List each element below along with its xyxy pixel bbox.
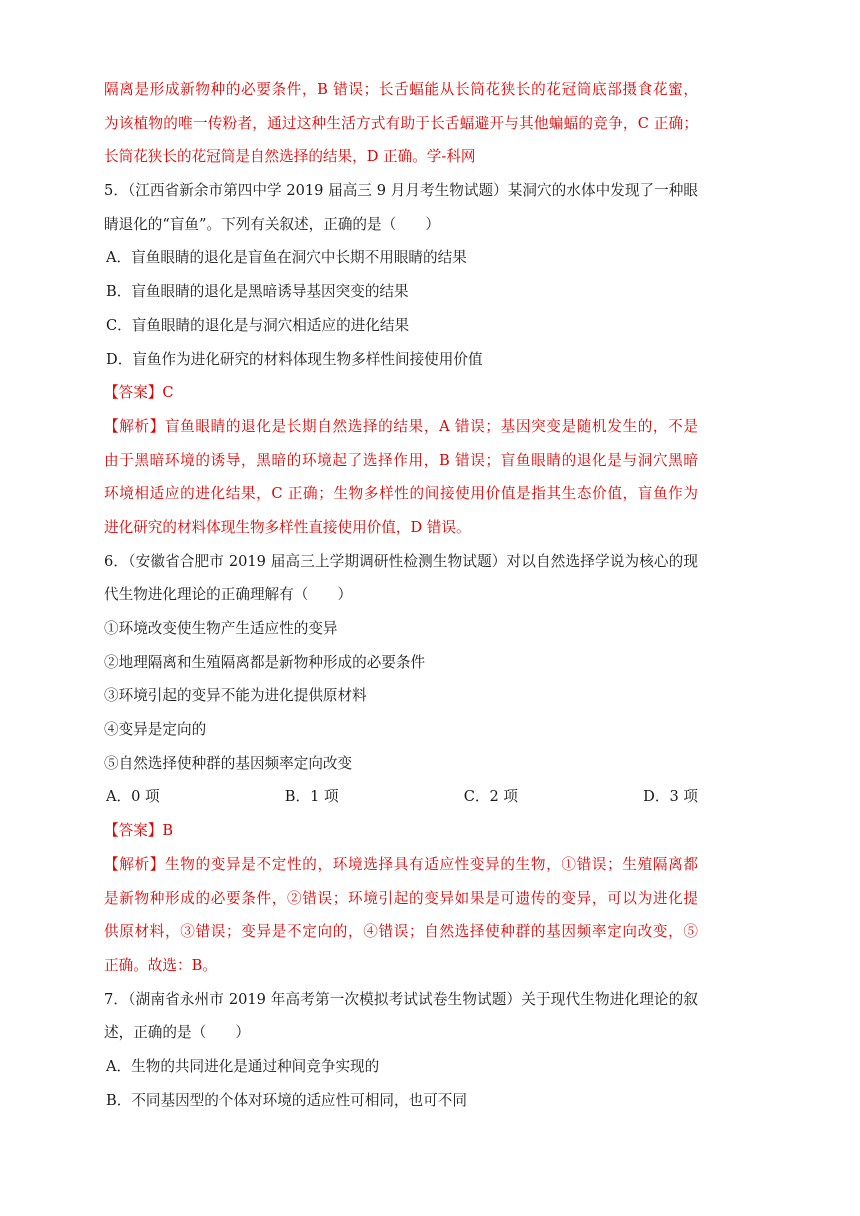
question-7 xyxy=(104,990,698,1125)
option-d: D．盲鱼作为进化研究的材料体现生物多样性间接使用价值 xyxy=(106,350,483,368)
analysis-line: 由于黑暗环境的诱导，黑暗的环境起了选择作用，B 错误；盲鱼眼睛的退化是与洞穴黑暗 xyxy=(104,451,698,469)
answer: 【答案】B xyxy=(104,822,174,840)
option-c: C．2 项 xyxy=(463,788,519,806)
question-5 xyxy=(104,181,698,552)
option-a: A．0 项 xyxy=(106,788,160,806)
statement-2: ②地理隔离和生殖隔离都是新物种形成的必要条件 xyxy=(104,653,426,671)
question-stem: 述，正确的是（ ） xyxy=(104,1024,250,1042)
question-stem: 睛退化的“盲鱼”。下列有关叙述，正确的是（ ） xyxy=(104,215,440,233)
statement-4: ④变异是定向的 xyxy=(104,721,207,739)
option-b: B．盲鱼眼睛的退化是黑暗诱导基因突变的结果 xyxy=(106,283,409,301)
analysis-line: 供原材料，③错误；变异是不定向的，④错误；自然选择使种群的基因频率定向改变，⑤ xyxy=(104,923,698,941)
option-c: C．盲鱼眼睛的退化是与洞穴相适应的进化结果 xyxy=(106,316,410,334)
question-stem: 代生物进化理论的正确理解有（ ） xyxy=(104,586,353,604)
question-stem: 7．（湖南省永州市 2019 年高考第一次模拟考试试卷生物试题）关于现代生物进化理论的叙 xyxy=(104,990,698,1008)
analysis-line: 【解析】生物的变异是不定性的，环境选择具有适应性变异的生物，①错误；生殖隔离都 xyxy=(104,855,698,873)
answer: 【答案】C xyxy=(104,384,174,402)
document-page xyxy=(104,80,698,1124)
prev-analysis-line: 为该植物的唯一传粉者，通过这种生活方式有助于长舌蝠避开与其他蝙蝠的竞争，C 正确； xyxy=(104,114,698,132)
option-b: B．不同基因型的个体对环境的适应性可相同，也可不同 xyxy=(106,1091,467,1109)
option-a: A．生物的共同进化是通过种间竞争实现的 xyxy=(106,1057,380,1075)
statement-1: ①环境改变使生物产生适应性的变异 xyxy=(104,620,338,637)
prev-analysis-line: 长筒花狭长的花冠筒是自然选择的结果，D 正确。学-科网 xyxy=(104,148,476,166)
option-a: A．盲鱼眼睛的退化是盲鱼在洞穴中长期不用眼睛的结果 xyxy=(106,249,467,267)
question-stem: 6．（安徽省合肥市 2019 届高三上学期调研性检测生物试题）对以自然选择学说为核心的现 xyxy=(104,552,698,570)
analysis-line: 正确。故选：B。 xyxy=(104,956,217,974)
analysis-line: 环境相适应的进化结果，C 正确；生物多样性的间接使用价值是指其生态价值，盲鱼作为 xyxy=(104,485,698,503)
option-b: B．1 项 xyxy=(284,788,339,806)
statement-5: ⑤自然选择使种群的基因频率定向改变 xyxy=(104,754,353,772)
question-6 xyxy=(104,552,698,990)
prev-analysis xyxy=(104,80,698,181)
prev-analysis-line: 隔离是形成新物种的必要条件，B 错误；长舌蝠能从长筒花狭长的花冠筒底部摄食花蜜， xyxy=(104,81,698,98)
analysis-line: 是新物种形成的必要条件，②错误；环境引起的变异如果是可遗传的变异，可以为进化提 xyxy=(104,889,698,907)
analysis-line: 进化研究的材料体现生物多样性直接使用价值，D 错误。 xyxy=(104,518,471,536)
options-row xyxy=(104,787,698,821)
question-stem: 5．（江西省新余市第四中学 2019 届高三 9 月月考生物试题）某洞穴的水体中发现了一种眼 xyxy=(104,182,698,200)
option-d: D．3 项 xyxy=(643,788,698,806)
statement-3: ③环境引起的变异不能为进化提供原材料 xyxy=(104,687,367,705)
analysis-line: 【解析】盲鱼眼睛的退化是长期自然选择的结果，A 错误；基因突变是随机发生的，不是 xyxy=(104,417,698,435)
